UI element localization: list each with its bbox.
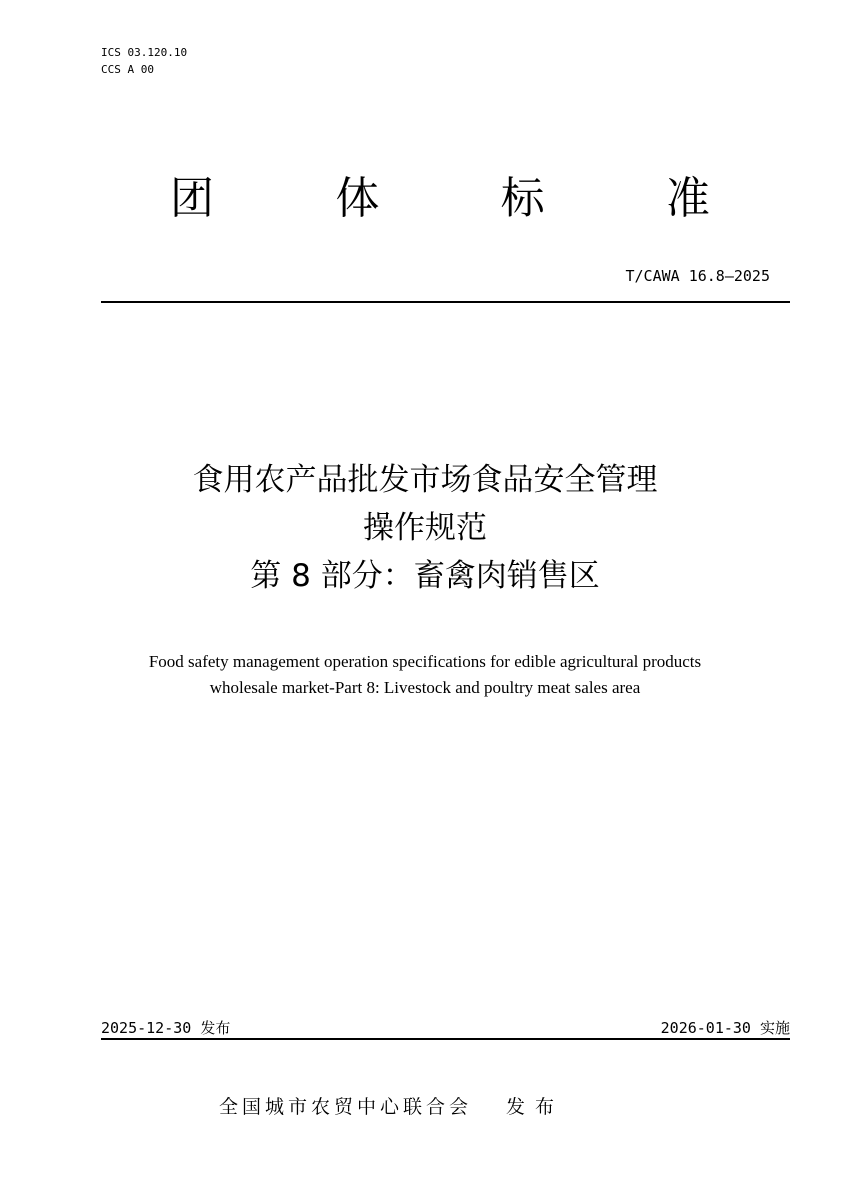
chinese-title-line-1: 食用农产品批发市场食品安全管理	[192, 462, 658, 498]
standard-type-char: 团	[170, 173, 214, 224]
publisher-line	[219, 1094, 564, 1120]
standard-type-heading	[170, 168, 710, 230]
standard-number: T/CAWA 16.8—2025	[625, 267, 770, 285]
chinese-title	[60, 456, 790, 600]
ics-code: ICS 03.120.10	[101, 46, 188, 59]
english-title-line-2: wholesale market-Part 8: Livestock and poultry meat sales area	[209, 678, 641, 697]
issued-label: 发布	[506, 1096, 565, 1118]
implement-date: 2026-01-30 实施	[660, 1019, 790, 1037]
chinese-title-line-3: 第 8 部分：畜禽肉销售区	[250, 558, 600, 594]
english-title-line-1: Food safety management operation specifications for edible agricultural products	[148, 652, 702, 671]
english-title	[60, 649, 790, 701]
ccs-code: CCS A 00	[101, 63, 154, 76]
standard-type-char: 标	[500, 173, 545, 224]
header-divider	[101, 301, 790, 303]
footer-divider	[101, 1038, 790, 1040]
publish-date: 2025-12-30 发布	[101, 1019, 231, 1037]
classification-codes	[101, 44, 187, 78]
standard-type-char: 体	[335, 173, 380, 224]
publisher-organization: 全国城市农贸中心联合会	[219, 1096, 473, 1118]
date-row	[101, 1018, 790, 1038]
chinese-title-line-2: 操作规范	[363, 510, 487, 546]
standard-type-char: 准	[665, 173, 710, 224]
